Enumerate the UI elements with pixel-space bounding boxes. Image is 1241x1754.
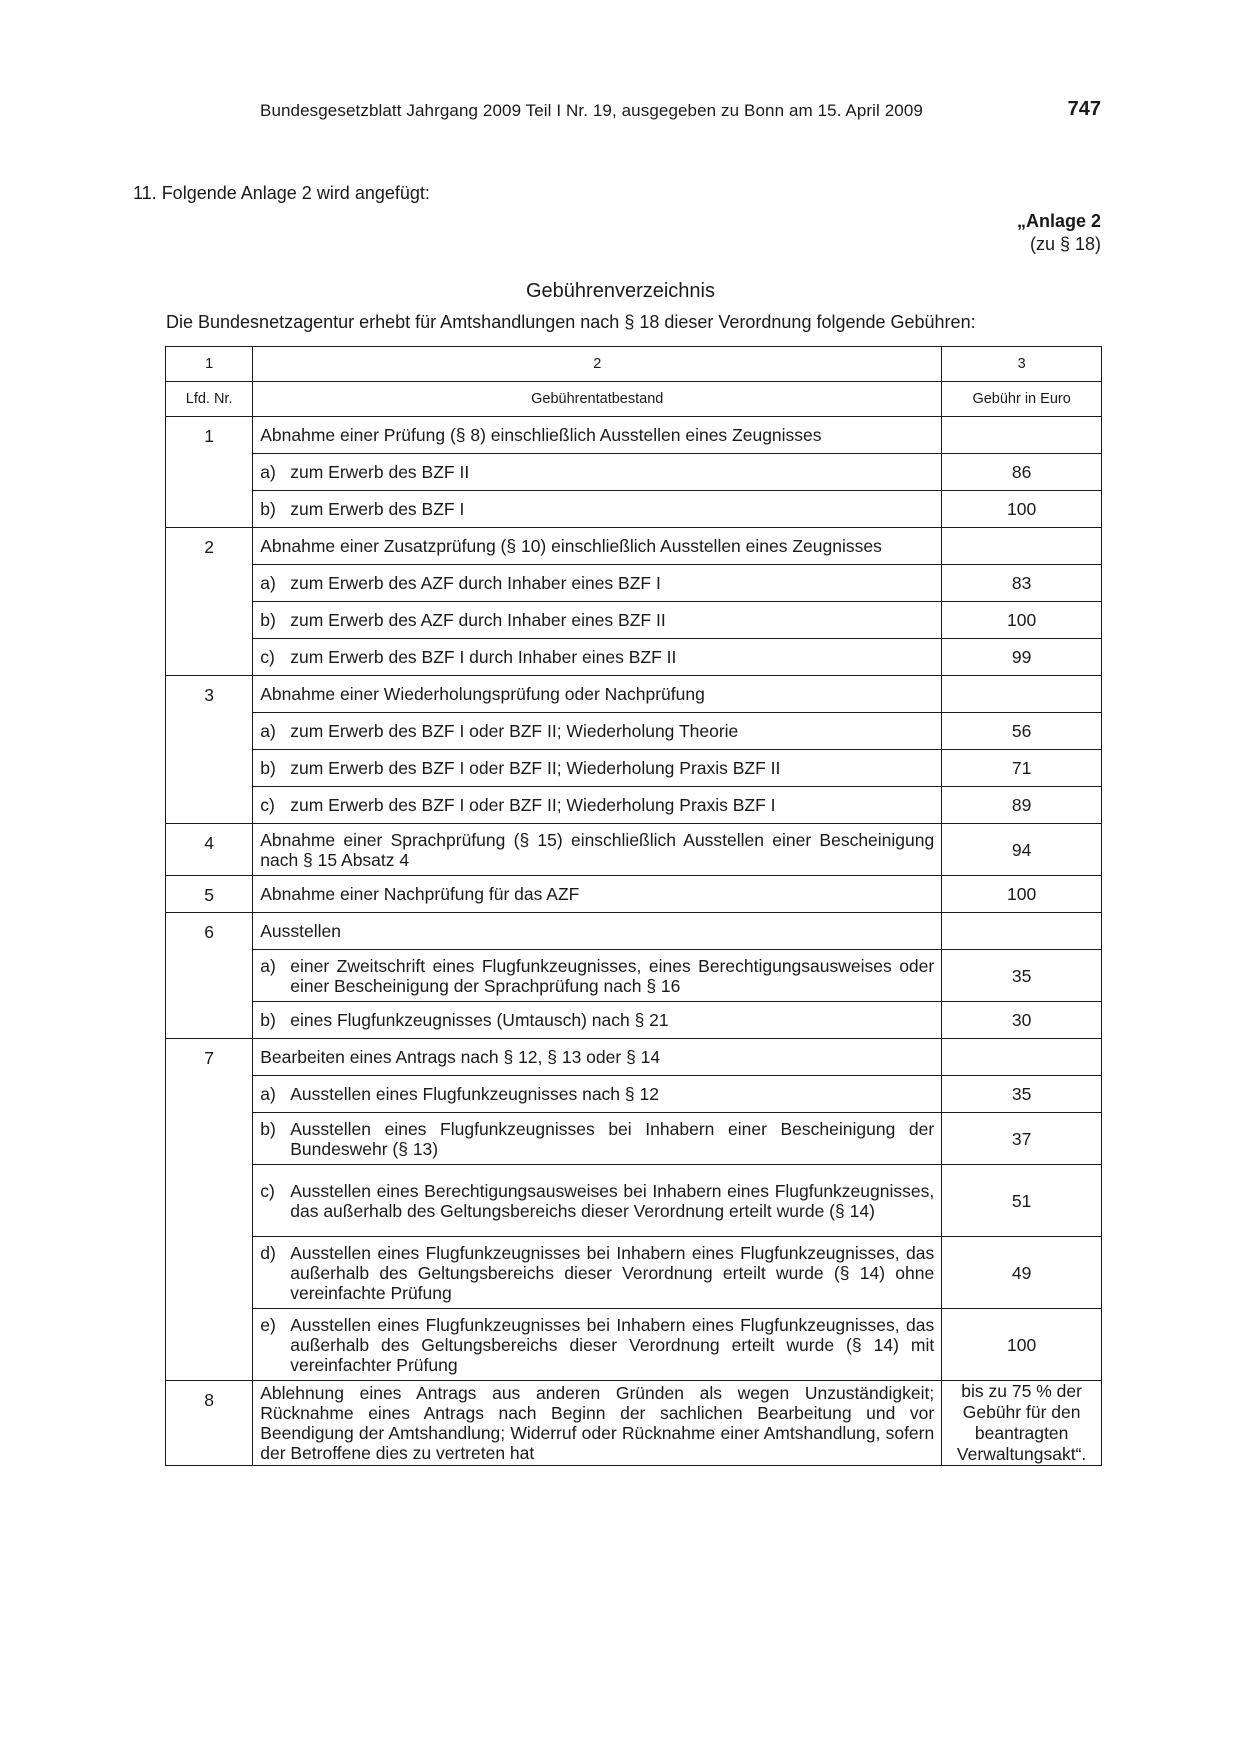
subitem-wrapper — [260, 610, 934, 630]
page-header — [260, 98, 1101, 127]
fee-amount: 83 — [942, 565, 1102, 602]
row-number: 5 — [166, 876, 253, 913]
fee-subitem — [253, 565, 942, 602]
table-subrow — [166, 565, 1102, 602]
table-subrow — [166, 713, 1102, 750]
table-subrow — [166, 602, 1102, 639]
table-row — [166, 1039, 1102, 1076]
subitem-text: zum Erwerb des BZF I — [290, 499, 465, 519]
subitem-text: Ausstellen eines Flugfunkzeugnisses nach § 12 — [290, 1084, 659, 1104]
subitem-label: a) — [260, 1084, 276, 1104]
fee-subitem — [253, 1002, 942, 1039]
fee-subitem — [253, 950, 942, 1002]
subitem-wrapper — [260, 462, 934, 482]
subitem-wrapper — [260, 721, 934, 741]
fee-subitem — [253, 787, 942, 824]
subitem-label: c) — [260, 795, 275, 815]
fee-amount: 99 — [942, 639, 1102, 676]
fee-subitem — [253, 713, 942, 750]
fee-description: Ablehnung eines Antrags aus anderen Gründen als wegen Unzuständigkeit; Rücknahme eines Antrags nach Beginn der sachlichen Bearbeitung und vor Beendigung der Amtshandlung; Widerruf oder Rücknahme einer Amtshandlung, sofern der Betroffene dies zu vertreten hat — [253, 1381, 942, 1466]
fee-amount — [942, 417, 1102, 454]
fee-description: Abnahme einer Nachprüfung für das AZF — [253, 876, 942, 913]
subitem-text: Ausstellen eines Flugfunkzeugnisses bei Inhabern eines Flugfunkzeugnisses, das außerhalb des Geltungsbereichs dieser Verordnung erteilt wurde (§ 14) mit vereinfachter Prüfung — [290, 1314, 935, 1375]
table-subrow — [166, 639, 1102, 676]
table-subrow — [166, 1165, 1102, 1237]
fee-amount: 56 — [942, 713, 1102, 750]
table-subrow — [166, 491, 1102, 528]
table-row — [166, 824, 1102, 876]
fee-amount: 49 — [942, 1237, 1102, 1309]
fee-subitem — [253, 491, 942, 528]
fee-description: Bearbeiten eines Antrags nach § 12, § 13 oder § 14 — [253, 1039, 942, 1076]
subitem-wrapper — [260, 1084, 934, 1104]
subitem-text: Ausstellen eines Flugfunkzeugnisses bei Inhabern eines Flugfunkzeugnisses, das außerhalb des Geltungsbereichs dieser Verordnung erteilt wurde (§ 14) ohne vereinfachte Prüfung — [290, 1242, 935, 1303]
subitem-text: zum Erwerb des BZF I oder BZF II; Wiederholung Praxis BZF I — [290, 795, 776, 815]
row-number: 3 — [166, 676, 253, 824]
subitem-label: e) — [260, 1314, 276, 1335]
intro-text: Die Bundesnetzagentur erhebt für Amtshandlungen nach § 18 dieser Verordnung folgende Gebühren: — [166, 312, 976, 332]
fee-subitem — [253, 750, 942, 787]
subitem-wrapper — [260, 1315, 934, 1375]
column-header-row — [166, 382, 1102, 417]
fee-amount: 35 — [942, 1076, 1102, 1113]
fee-description: Abnahme einer Wiederholungsprüfung oder Nachprüfung — [253, 676, 942, 713]
fee-amount — [942, 676, 1102, 713]
column-number: 2 — [253, 347, 942, 382]
subitem-wrapper — [260, 956, 934, 996]
subitem-text: eines Flugfunkzeugnisses (Umtausch) nach § 21 — [290, 1010, 669, 1030]
column-number: 1 — [166, 347, 253, 382]
fee-amount: 89 — [942, 787, 1102, 824]
subitem-label: b) — [260, 758, 276, 778]
subitem-text: zum Erwerb des BZF I oder BZF II; Wiederholung Praxis BZF II — [290, 758, 781, 778]
subitem-text: Ausstellen eines Flugfunkzeugnisses bei Inhabern einer Bescheinigung der Bundeswehr (§ 13) — [290, 1118, 935, 1159]
fee-subitem — [253, 1165, 942, 1237]
table-subrow — [166, 787, 1102, 824]
subitem-text: zum Erwerb des BZF I oder BZF II; Wiederholung Theorie — [290, 721, 739, 741]
fee-description: Abnahme einer Sprachprüfung (§ 15) einschließlich Ausstellen einer Bescheinigung nach § 15 Absatz 4 — [253, 824, 942, 876]
subitem-wrapper — [260, 1010, 934, 1030]
fee-description: Abnahme einer Zusatzprüfung (§ 10) einschließlich Ausstellen eines Zeugnisses — [253, 528, 942, 565]
fee-amount: 51 — [942, 1165, 1102, 1237]
column-number-row — [166, 347, 1102, 382]
subitem-wrapper — [260, 795, 934, 815]
subitem-label: a) — [260, 462, 276, 482]
column-header: Gebühr in Euro — [942, 382, 1102, 417]
column-header: Gebührentatbestand — [253, 382, 942, 417]
fee-description: Abnahme einer Prüfung (§ 8) einschließlich Ausstellen eines Zeugnisses — [253, 417, 942, 454]
table-subrow — [166, 1076, 1102, 1113]
fee-amount: 100 — [942, 1309, 1102, 1381]
subitem-text: einer Zweitschrift eines Flugfunkzeugnisses, eines Berechtigungsausweises oder einer Bescheinigung der Sprachprüfung nach § 16 — [290, 955, 935, 996]
fee-amount: 35 — [942, 950, 1102, 1002]
subitem-label: a) — [260, 573, 276, 593]
table-row — [166, 417, 1102, 454]
subitem-label: d) — [260, 1242, 276, 1263]
table-row — [166, 913, 1102, 950]
fee-amount: 30 — [942, 1002, 1102, 1039]
fee-amount: 100 — [942, 876, 1102, 913]
table-subrow — [166, 950, 1102, 1002]
row-number: 6 — [166, 913, 253, 1039]
subitem-label: b) — [260, 1010, 276, 1030]
subitem-text: zum Erwerb des BZF II — [290, 462, 470, 482]
fee-amount: 100 — [942, 602, 1102, 639]
subitem-wrapper — [260, 1181, 934, 1221]
annex-title: „Anlage 2 — [1016, 211, 1101, 231]
fee-table — [165, 346, 1102, 1466]
table-row — [166, 876, 1102, 913]
subitem-wrapper — [260, 573, 934, 593]
fee-subitem — [253, 1076, 942, 1113]
table-row — [166, 528, 1102, 565]
subitem-wrapper — [260, 1243, 934, 1303]
fee-subitem — [253, 454, 942, 491]
subitem-text: Ausstellen eines Berechtigungsausweises bei Inhabern eines Flugfunkzeugnisses, das außerhalb des Geltungsbereichs dieser Verordnung erteilt wurde (§ 14) — [290, 1180, 935, 1221]
fee-amount — [942, 528, 1102, 565]
fee-amount: 100 — [942, 491, 1102, 528]
fee-subitem — [253, 1113, 942, 1165]
fee-subitem — [253, 639, 942, 676]
subitem-text: zum Erwerb des AZF durch Inhaber eines BZF I — [290, 573, 661, 593]
table-row — [166, 676, 1102, 713]
document-title: Gebührenverzeichnis — [526, 280, 715, 302]
table-row — [166, 1381, 1102, 1466]
fee-subitem — [253, 1309, 942, 1381]
subitem-label: a) — [260, 955, 276, 976]
fee-amount: 71 — [942, 750, 1102, 787]
subitem-wrapper — [260, 647, 934, 667]
subitem-text: zum Erwerb des BZF I durch Inhaber eines BZF II — [290, 647, 677, 667]
table-subrow — [166, 454, 1102, 491]
row-number: 8 — [166, 1381, 253, 1466]
row-number: 4 — [166, 824, 253, 876]
table-subrow — [166, 1002, 1102, 1039]
fee-description: Ausstellen — [253, 913, 942, 950]
fee-amount — [942, 1039, 1102, 1076]
table-subrow — [166, 1113, 1102, 1165]
subitem-wrapper — [260, 1119, 934, 1159]
subitem-label: c) — [260, 647, 275, 667]
row-number: 1 — [166, 417, 253, 528]
table-subrow — [166, 1309, 1102, 1381]
fee-amount — [942, 913, 1102, 950]
column-header: Lfd. Nr. — [166, 382, 253, 417]
column-number: 3 — [942, 347, 1102, 382]
subitem-text: zum Erwerb des AZF durch Inhaber eines BZF II — [290, 610, 666, 630]
subitem-label: c) — [260, 1180, 275, 1201]
annex-label — [1017, 210, 1101, 256]
fee-amount: 86 — [942, 454, 1102, 491]
fee-amount: 37 — [942, 1113, 1102, 1165]
row-number: 7 — [166, 1039, 253, 1381]
row-number: 2 — [166, 528, 253, 676]
subitem-label: b) — [260, 1118, 276, 1139]
subitem-label: b) — [260, 610, 276, 630]
annex-reference: (zu § 18) — [1029, 234, 1101, 254]
header-text: Bundesgesetzblatt Jahrgang 2009 Teil I Nr. 19, ausgegeben zu Bonn am 15. April 2009 — [260, 101, 923, 120]
page-number: 747 — [1067, 98, 1101, 120]
subitem-wrapper — [260, 499, 934, 519]
table-subrow — [166, 1237, 1102, 1309]
table-subrow — [166, 750, 1102, 787]
fee-amount: 94 — [942, 824, 1102, 876]
fee-subitem — [253, 602, 942, 639]
amendment-item: 11. Folgende Anlage 2 wird angefügt: — [133, 183, 430, 203]
fee-subitem — [253, 1237, 942, 1309]
fee-amount: bis zu 75 % der Gebühr für den beantragten Verwaltungsakt“. — [942, 1381, 1102, 1466]
subitem-wrapper — [260, 758, 934, 778]
subitem-label: b) — [260, 499, 276, 519]
subitem-label: a) — [260, 721, 276, 741]
